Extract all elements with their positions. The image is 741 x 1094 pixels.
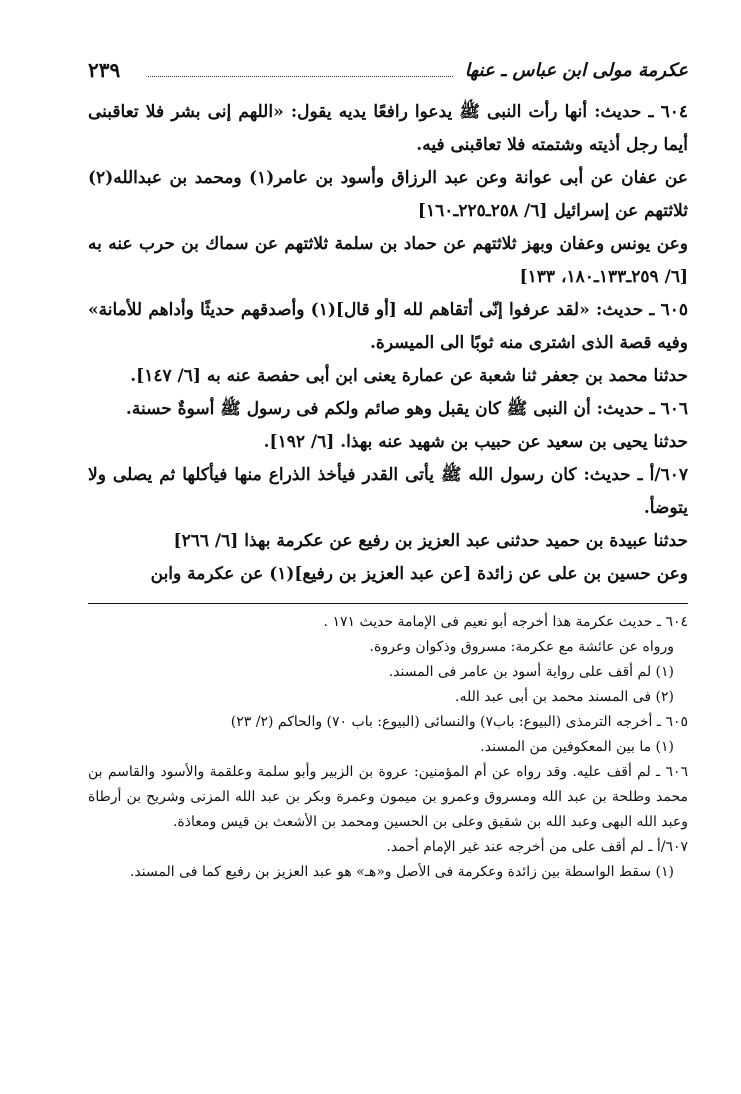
page-header <box>88 58 688 92</box>
chain-607a-b: وعن حسين بن على عن زائدة [عن عبد العزيز بن رفيع](١) عن عكرمة وابن <box>150 564 688 584</box>
chain-604-a: عن عفان عن أبى عوانة وعن عبد الرزاق وأسود بن عامر(١) ومحمد بن عبدالله(٢) ثلاثتهم عن إسرائيل [٦/ ٢٥٨ـ٢٢٥ـ١٦٠] <box>88 168 688 221</box>
hadith-604: ٦٠٤ ـ حديث: أنها رأت النبى ﷺ يدعوا رافعًا يديه يقول: «اللهم إنى بشر فلا تعاقبنى أيما رجل أذيته وشتمته فلا تعاقبنى فيه. <box>88 102 688 155</box>
footnote-605: ٦٠٥ ـ أخرجه الترمذى (البيوع: باب٧) والنسائى (البيوع: باب ٧٠) والحاكم (٢/ ٢٣) <box>230 714 688 730</box>
footnote-605-1: (١) ما بين المعكوفين من المسند. <box>480 739 674 755</box>
footnote-604-narrators: ورواه عن عائشة مع عكرمة: مسروق وذكوان وعروة. <box>369 639 674 655</box>
footnote-604: ٦٠٤ ـ حديث عكرمة هذا أخرجه أبو نعيم فى الإمامة حديث ١٧١ . <box>323 614 688 630</box>
hadith-606: ٦٠٦ ـ حديث: أن النبى ﷺ كان يقبل وهو صائم ولكم فى رسول ﷺ أسوةٌ حسنة. <box>125 399 688 419</box>
footnote-604-1: (١) لم أقف على رواية أسود بن عامر فى المسند. <box>388 664 674 680</box>
footnote-607a-1: (١) سقط الواسطة بين زائدة وعكرمة فى الأصل و«هـ» هو عبد العزيز بن رفيع كما فى المسند. <box>129 864 674 880</box>
footnote-604-2: (٢) فى المسند محمد بن أبى عبد الله. <box>455 689 674 705</box>
page-number: ٢٣٩ <box>88 58 121 82</box>
chain-604-b: وعن يونس وعفان وبهز ثلاثتهم عن حماد بن سلمة ثلاثتهم عن سماك بن حرب عنه به [٦/ ٢٥٩ـ١٣٣ـ١٨٠، ١٣٣] <box>88 234 688 287</box>
chain-606: حدثنا يحيى بن سعيد عن حبيب بن شهيد عنه بهذا. [٦/ ١٩٢]. <box>263 432 688 452</box>
chain-605: حدثنا محمد بن جعفر ثنا شعبة عن عمارة يعنى ابن أبى حفصة عنه به [٦/ ١٤٧]. <box>130 366 688 386</box>
main-text <box>88 96 688 591</box>
footnote-divider <box>88 603 688 604</box>
header-dotted-rule <box>148 76 453 77</box>
hadith-605: ٦٠٥ ـ حديث: «لقد عرفوا إنّى أتقاهم لله [أو قال](١) وأصدقهم حديثًا وأداهم للأمانة» وفيه قصة الذى اشترى منه ثوبًا الى الميسرة. <box>88 300 688 353</box>
running-title: عكرمة مولى ابن عباس ـ عنها <box>464 60 688 81</box>
footnote-606: ٦٠٦ ـ لم أقف عليه. وقد رواه عن أم المؤمنين: عروة بن الزبير وأبو سلمة وعلقمة والأسود والقاسم بن محمد وطلحة بن عبد الله ومسروق وعمرو بن ميمون وعمرة وبكر بن عبد الله المزنى وشريح بن أرطاة وعبد الله البهى وعبد الله بن شقيق وعلى بن الحسين ومحمد بن الأشعث بن قيس ومعاذة. <box>88 764 688 830</box>
footnote-607a: ٦٠٧/أ ـ لم أقف على من أخرجه عند غير الإمام أحمد. <box>386 839 688 855</box>
hadith-607a: ٦٠٧/أ ـ حديث: كان رسول الله ﷺ يأتى القدر فيأخذ الذراع منها فيأكلها ثم يصلى ولا يتوضأ. <box>88 465 688 518</box>
footnotes <box>88 610 688 885</box>
chain-607a-a: حدثنا عبيدة بن حميد حدثنى عبد العزيز بن رفيع عن عكرمة بهذا [٦/ ٢٦٦] <box>173 531 688 551</box>
page <box>88 58 688 885</box>
